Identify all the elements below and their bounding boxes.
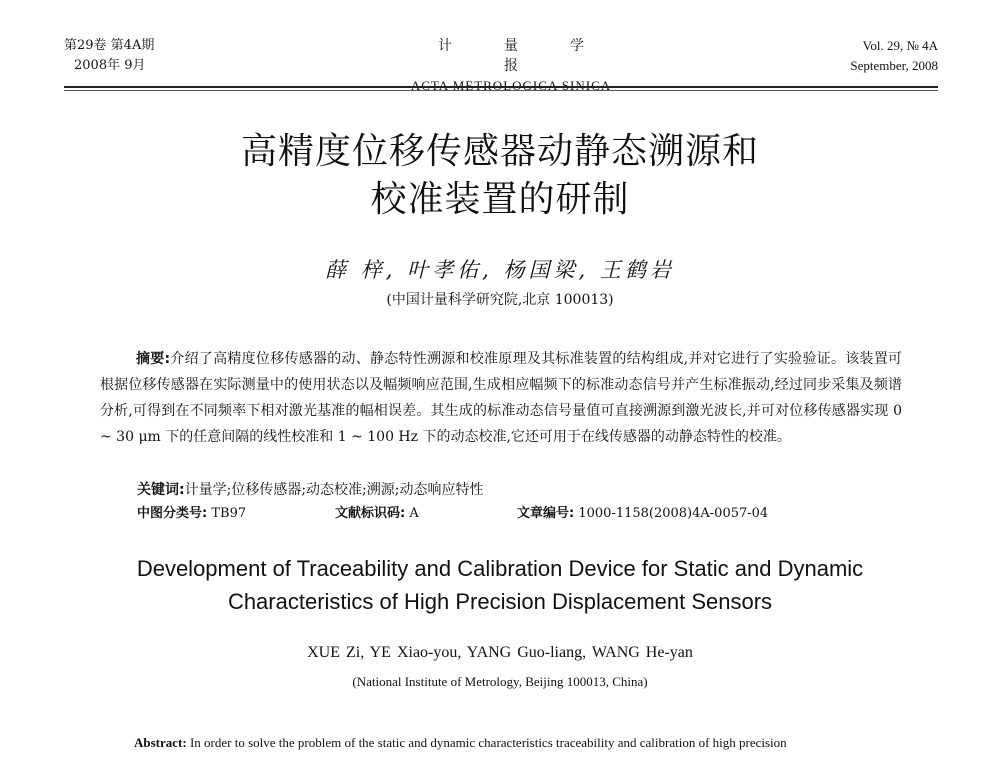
article-number — [517, 503, 768, 525]
affiliation-cn: (中国计量科学研究院,北京 100013) — [386, 292, 614, 308]
header-right — [850, 36, 938, 76]
journal-header — [64, 36, 938, 93]
header-left — [64, 36, 154, 76]
abstract-cn — [100, 346, 902, 450]
volume-en: Vol. 29, № 4A — [862, 38, 938, 53]
title-en — [0, 552, 1000, 618]
journal-name-cn: 计量学报 — [438, 38, 636, 74]
title-cn — [0, 128, 1000, 224]
abstract-cn-text: 介绍了高精度位移传感器的动、静态特性溯源和校准原理及其标准装置的结构组成,并对它进行了实验验证。该装置可根据位移传感器在实际测量中的使用状态以及幅频响应范围,生成相应幅频下的标准动态信号并产生标准振动,经过同步采集及频谱分析,可得到在不同频率下相对激光基准的幅相误差。其生成的标准动态信号量值可直接溯源到激光波长,并可对位移传感器实现 0 ~ 30 μm 下的任意间隔的线性校准和 1 ~ 100 Hz 下的动态校准,它还可用于在线传感器的动静态特性的校准。 — [100, 351, 902, 445]
header-rule — [64, 86, 938, 88]
journal-name-en: ACTA METROLOGICA SINICA — [410, 78, 612, 93]
affiliation-en: (National Institute of Metrology, Beijing 100013, China) — [352, 674, 648, 689]
abstract-en — [100, 730, 908, 756]
abstract-en-text: In order to solve the problem of the static and dynamic characteristics traceability and calibration of high precision — [189, 735, 787, 750]
clc-label: 中图分类号: — [137, 506, 208, 521]
keywords-cn-label: 关键词: — [137, 482, 185, 498]
authors-en: XUE Zi, YE Xiao-you, YANG Guo-liang, WANG He-yan — [307, 644, 693, 661]
document-code — [335, 503, 419, 525]
abstract-en-label: Abstract: — [134, 735, 187, 750]
article-label: 文章编号: — [517, 506, 575, 521]
keywords-cn — [137, 479, 483, 501]
article-value: 1000-1158(2008)4A-0057-04 — [578, 506, 769, 521]
title-en-line2: Characteristics of High Precision Displacement Sensors — [227, 589, 773, 614]
title-cn-line1: 高精度位移传感器动静态溯源和 — [240, 131, 759, 172]
doc-value: A — [409, 506, 419, 521]
keywords-cn-text: 计量学;位移传感器;动态校准;溯源;动态响应特性 — [184, 482, 484, 498]
doc-label: 文献标识码: — [335, 506, 406, 521]
volume-cn: 第29卷 第4A期 — [64, 38, 155, 53]
clc-value: TB97 — [211, 506, 247, 521]
header-rule-thin — [64, 90, 938, 91]
date-cn: 2008年 9月 — [74, 58, 146, 73]
clc-number — [137, 503, 246, 525]
abstract-cn-label: 摘要: — [136, 351, 171, 367]
title-cn-line2: 校准装置的研制 — [370, 179, 630, 220]
authors-cn: 薛 梓, 叶孝佑, 杨国梁, 王鹤岩 — [325, 258, 675, 282]
title-en-line1: Development of Traceability and Calibration Device for Static and Dynamic — [136, 556, 864, 581]
date-en: September, 2008 — [850, 58, 938, 73]
